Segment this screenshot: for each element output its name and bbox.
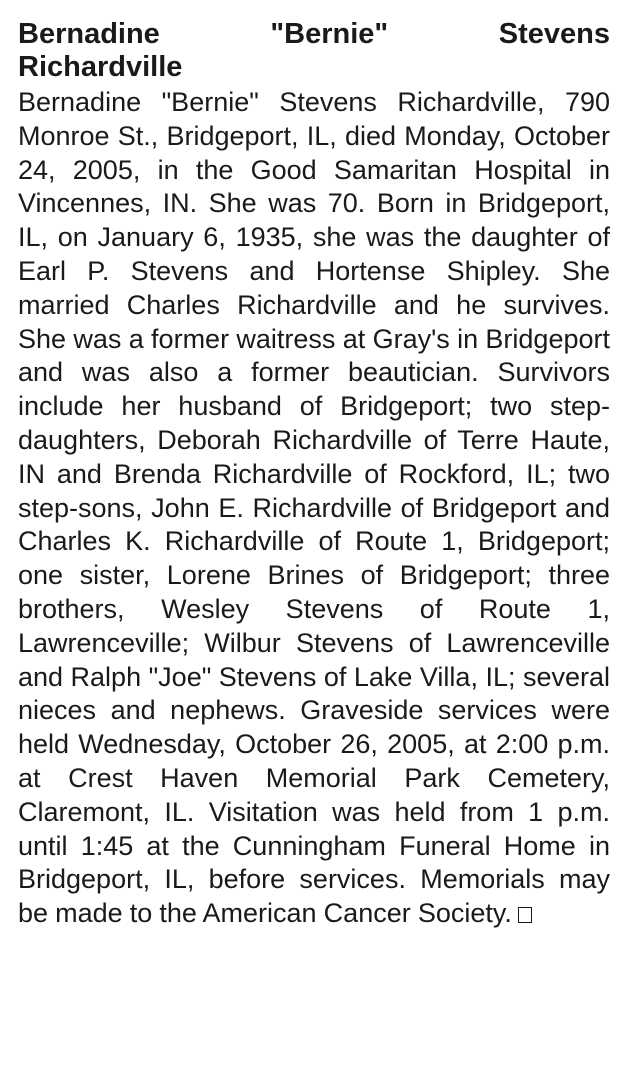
obituary-headline — [18, 18, 610, 84]
end-of-article-mark — [518, 907, 532, 923]
headline-line-2: Richardville — [18, 51, 183, 83]
obituary-body — [18, 86, 610, 931]
obituary-clipping — [18, 18, 610, 931]
headline-line-1: Bernadine "Bernie" Stevens — [18, 18, 610, 50]
obituary-body-text: Bernadine "Bernie" Stevens Richardville, 790 Monroe St., Bridgeport, IL, died Monday, October 24, 2005, in the Good Samaritan Hospital in Vincennes, IN. She was 70. Born in Bridgeport, IL, on January 6, 1935, she was the daughter of Earl P. Stevens and Hortense Shipley. She married Charles Richardville and he survives. She was a former waitress at Gray's in Bridgeport and was also a former beautician. Survivors include her husband of Bridgeport; two step-daughters, Deborah Richardville of Terre Haute, IN and Brenda Richardville of Rockford, IL; two step-sons, John E. Richardville of Bridgeport and Charles K. Richardville of Route 1, Bridgeport; one sister, Lorene Brines of Bridgeport; three brothers, Wesley Stevens of Route 1, Lawrenceville; Wilbur Stevens of Lawrenceville and Ralph "Joe" Stevens of Lake Villa, IL; several nieces and nephews. Graveside services were held Wednesday, October 26, 2005, at 2:00 p.m. at Crest Haven Memorial Park Cemetery, Claremont, IL. Visitation was held from 1 p.m. until 1:45 at the Cunningham Funeral Home in Bridgeport, IL, before services. Memorials may be made to the American Cancer Society. — [18, 87, 610, 929]
